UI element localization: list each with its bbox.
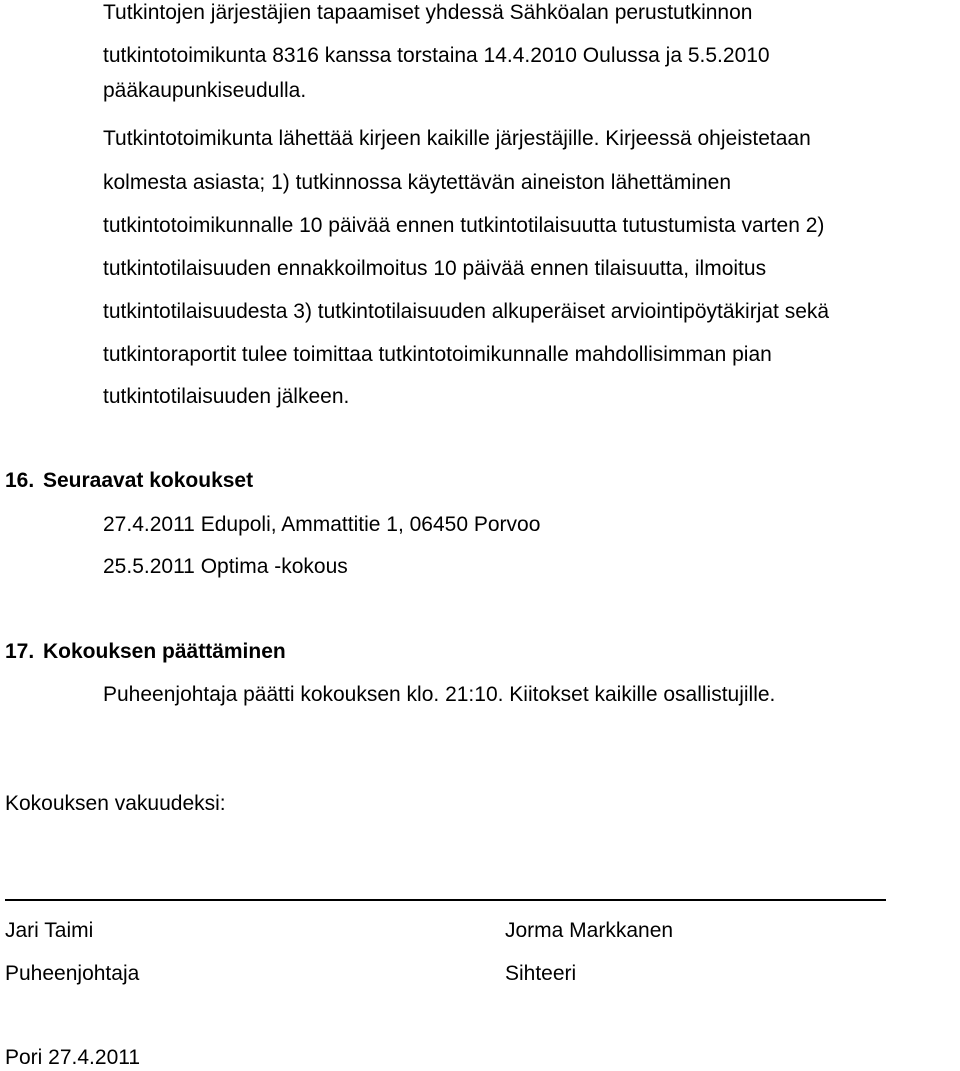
intro-line-1: Tutkintojen järjestäjien tapaamiset yhdessä Sähköalan perustutkinnon	[103, 1, 753, 24]
intro-line-9: tutkintoraportit tulee toimittaa tutkintotoimikunnalle mahdollisimman pian	[103, 343, 772, 366]
intro-line-7: tutkintotilaisuuden ennakkoilmoitus 10 päivää ennen tilaisuutta, ilmoitus	[103, 257, 767, 280]
section-16-title: Seuraavat kokoukset	[43, 469, 254, 492]
intro-line-5: kolmesta asiasta; 1) tutkinnossa käytettävän aineiston lähettäminen	[103, 171, 732, 194]
section-16-number: 16.	[5, 469, 35, 492]
intro-line-8: tutkintotilaisuudesta 3) tutkintotilaisuuden alkuperäiset arviointipöytäkirjat sekä	[103, 300, 830, 323]
place-date: Pori 27.4.2011	[5, 1046, 141, 1069]
intro-line-2: tutkintotoimikunta 8316 kanssa torstaina 14.4.2010 Oulussa ja 5.5.2010	[103, 44, 770, 67]
section-16-heading	[5, 468, 253, 494]
signer-right-name: Jorma Markkanen	[505, 919, 674, 942]
signer-left-role: Puheenjohtaja	[5, 962, 140, 985]
intro-line-3: pääkaupunkiseudulla.	[103, 79, 307, 102]
signer-right-role: Sihteeri	[505, 962, 577, 985]
signature-line	[5, 899, 886, 901]
section-17-title: Kokouksen päättäminen	[43, 640, 286, 663]
section-17-heading	[5, 639, 286, 665]
section-17-number: 17.	[5, 640, 35, 663]
signatures-caption: Kokouksen vakuudeksi:	[5, 792, 226, 815]
closing-line: Puheenjohtaja päätti kokouksen klo. 21:10. Kiitokset kaikille osallistujille.	[103, 683, 776, 706]
intro-line-10: tutkintotilaisuuden jälkeen.	[103, 385, 350, 408]
meeting-line-1: 27.4.2011 Edupoli, Ammattitie 1, 06450 Porvoo	[103, 513, 541, 536]
signer-left-name: Jari Taimi	[5, 919, 94, 942]
meeting-line-2: 25.5.2011 Optima -kokous	[103, 555, 348, 578]
intro-line-6: tutkintotoimikunnalle 10 päivää ennen tutkintotilaisuutta tutustumista varten 2)	[103, 214, 825, 237]
intro-line-4: Tutkintotoimikunta lähettää kirjeen kaikille järjestäjille. Kirjeessä ohjeistetaan	[103, 127, 811, 150]
